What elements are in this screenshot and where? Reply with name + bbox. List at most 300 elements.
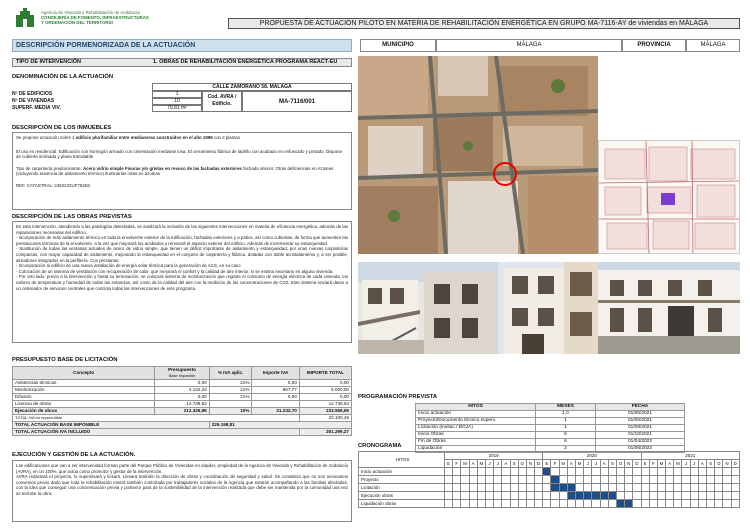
programacion-cell: 01/06/2022 [596,446,685,453]
cronograma-cell [494,476,502,484]
cronograma-cell [682,492,690,500]
budget-cell: 4.132,23 [155,387,210,394]
obras-line: - Colocación de un sistema de ventilación con recuperación de calor, que mejorará el confort y la calidad de aire interior, si se estima necesario en alguna vivienda. [16,268,334,274]
budget-row [13,401,352,408]
provincia-label: PROVINCIA [622,39,686,52]
cronograma-cell [616,476,624,484]
programacion-cell: 01/05/2021 [596,411,685,418]
cronograma-cell [535,476,543,484]
cronograma-cell [510,484,518,492]
cronograma-row-label: Proyecto [359,476,445,484]
programacion-heading: PROGRAMACIÓN PREVISTA [358,394,438,400]
cronograma-cell [453,476,461,484]
cronograma-cell [633,468,641,476]
cronograma-cell [518,476,526,484]
cronograma-cell [461,500,469,508]
cronograma-cell [559,468,567,476]
programacion-table: HITOS MESES FECHA Inicio actuación 1,0 01/05/2021 Proyecto/Documento técnico superv. 1 01/06/2021 Licitación (Invitac./ BOJA) 1 01/08/2021 Inicio Obras 5 01/10/2021 Fin de Obras 6 01/04/2022 Liquidación 2 01/06/2022 [415,403,685,453]
cronograma-row [359,484,740,492]
cronograma-cell [731,468,739,476]
cronograma-heading: CRONOGRAMA [358,443,402,449]
programacion-cell: Inicio Obras [416,432,536,439]
cronograma-month: J [584,460,592,468]
courtyard-photo-image [358,262,498,354]
cronograma-cell [485,500,493,508]
denominacion-heading: DENOMINACIÓN DE LA ACTUACIÓN [12,74,114,80]
cronograma-cell [674,484,682,492]
obras-line: - Incorporación al edificio de una nueva instalación de energía solar térmica para la generación de ACS, en su caso [16,263,241,269]
cod-value: MA-7116/001 [242,91,352,112]
cronograma-cell [633,492,641,500]
budget-obras-row: Ejecución de obras 212.326,95 10% 21.232,70 233.559,65 [13,408,352,415]
cronograma-month: A [666,460,674,468]
cronograma-cell [453,492,461,500]
cronograma-cell [608,476,616,484]
cronograma-cell [715,468,723,476]
cronograma-cell [723,484,731,492]
tipo-label: TIPO DE INTERVENCIÓN [16,59,81,65]
cronograma-month: O [518,460,526,468]
cronograma-cell [584,492,592,500]
cronograma-cell [649,492,657,500]
cronograma-cell [682,468,690,476]
tipo-value: 1. OBRAS DE REHABILITACIÓN ENERGÉTICA PROGRAMA REACT-EU [153,59,338,65]
cronograma-cell [608,500,616,508]
cronograma-cell [526,500,534,508]
cronograma-cell [461,484,469,492]
programacion-cell: 1 [536,425,596,432]
cronograma-cell [485,468,493,476]
municipio-label: MUNICIPIO [360,39,436,52]
budget-cell: 0,00 [299,380,351,387]
cronograma-year-row [359,452,740,460]
cronograma-hitos-label: HITOS [359,452,445,468]
cronograma-cell [616,492,624,500]
cronograma-cell [625,476,633,484]
cronograma-cell [485,484,493,492]
junta-andalucia-logo-icon [12,5,38,31]
cronograma-cell [567,468,575,476]
superficie-value: 79,81 m² [152,105,202,112]
cronograma-month: D [633,460,641,468]
cronograma-row-label: Ejecución obras [359,492,445,500]
budget-cell: Difusión [13,394,155,401]
provincia-value: MÁLAGA [686,39,740,52]
cronograma-cell [584,500,592,508]
cronograma-cell [641,500,649,508]
cronograma-cell [477,492,485,500]
cronograma-cell [633,500,641,508]
cronograma-cell [592,468,600,476]
cronograma-cell [551,492,559,500]
cronograma-cell [469,484,477,492]
programacion-cell: 01/10/2021 [596,432,685,439]
superficie-label: SUPERF. MEDIA VIV. [12,105,61,111]
cronograma-cell [674,476,682,484]
cronograma-row [359,468,740,476]
cronograma-cell [723,500,731,508]
cronograma-cell [698,484,706,492]
cronograma-month: S [510,460,518,468]
page-title: PROPUESTA DE ACTUACIÓN PILOTO EN MATERIA DE REHABILITACIÓN ENERGÉTICA EN GRUPO MA-7116-AY de viviendas en MÁLAGA [228,18,740,29]
cronograma-cell [461,476,469,484]
address: CALLE ZAMORANO 58. MÁLAGA [152,83,352,91]
cronograma-cell [576,476,584,484]
programacion-cell: Liquidación [416,446,536,453]
cronograma-month: M [657,460,665,468]
cronograma-cell [731,500,739,508]
cronograma-cell [543,500,551,508]
programacion-cell: Inicio actuación [416,411,536,418]
cronograma-cell [510,500,518,508]
cronograma-month: J [682,460,690,468]
cronograma-cell [518,484,526,492]
cronograma-cell [657,492,665,500]
cronograma-cell [731,476,739,484]
cronograma-cell [707,468,715,476]
cronograma-cell [535,500,543,508]
cronograma-cell [567,500,575,508]
cronograma-cell [723,468,731,476]
cronograma-cell [625,500,633,508]
cronograma-month: A [600,460,608,468]
cronograma-cell [559,500,567,508]
cronograma-cell [600,492,608,500]
cronograma-cell [445,476,453,484]
cronograma-cell [518,492,526,500]
cronograma-cell [526,468,534,476]
cronograma-cell [576,484,584,492]
street-photo-image [598,262,740,354]
cronograma-cell [666,476,674,484]
cronograma-cell [666,468,674,476]
cronograma-year: 2021 [641,452,740,460]
cronograma-month: J [592,460,600,468]
cronograma-cell [674,500,682,508]
cronograma-cell [690,468,698,476]
budget-cell: 0,00 [299,394,351,401]
cronograma-cell [690,500,698,508]
cronograma-cell [576,492,584,500]
edificios-value: 1 [152,91,202,98]
cronograma-cell [707,492,715,500]
programacion-cell: 1 [536,418,596,425]
cronograma-cell [494,468,502,476]
cronograma-cell [469,468,477,476]
cronograma-cell [674,492,682,500]
cronograma-cell [608,492,616,500]
aerial-photo [358,56,598,254]
cronograma-month: O [616,460,624,468]
cronograma-cell [510,476,518,484]
cronograma-row-label: Licitación [359,484,445,492]
aerial-photo-image [358,56,598,254]
avra-logo [12,5,227,33]
cronograma-cell [485,476,493,484]
cronograma-cell [625,484,633,492]
obras-line: - Por otro lado, previo a la intervención y hasta su terminación, se colocará sistema de monitorización que registre el consumo de energía eléctrica de cada vivienda, los valores de temperatura y humedad de todas las estancias, así como de la calidad del aire con la medición de las concentraciones de CO2. Este sistema enviará datos a un ordenador de servicios centrales que controla todas las intervenciones de este programa. [16,274,348,291]
budget-cell [252,401,299,408]
cronograma-cell [510,492,518,500]
cronograma-cell [477,468,485,476]
tipo-intervencion [12,58,352,67]
cronograma-cell [526,484,534,492]
cronograma-table [358,451,740,508]
cronograma-cell [518,468,526,476]
programacion-row [416,418,685,425]
viviendas-value: 10 [152,98,202,105]
programacion-cell: 6 [536,439,596,446]
cronograma-cell [535,484,543,492]
cronograma-month: M [477,460,485,468]
cronograma-cell [502,468,510,476]
cronograma-year: 2019 [445,452,543,460]
programacion-row [416,432,685,439]
budget-cell: 867,77 [252,387,299,394]
cronograma-cell [698,476,706,484]
cronograma-cell [731,492,739,500]
budget-cell: 21% [209,387,252,394]
cronograma-cell [469,492,477,500]
cronograma-cell [502,484,510,492]
facade-photo-image [498,262,598,354]
viviendas-label: Nº DE VIVIENDAS [12,98,55,104]
cronograma-cell [502,500,510,508]
inmuebles-heading: DESCRIPCIÓN DE LOS INMUEBLES [12,125,112,131]
cronograma-cell [666,500,674,508]
obras-line: - Sustitución de todas las ventanas actuales de acero de vidrio simple, que tienen un déficit importante de aislamiento y estanqueidad, por unas nuevas carpinterías compactas, con mayor capacidad de aislamiento, mejorando la estanqueidad en el conjunto de carpintería y fábrica, dotadas con doble acristalamiento y, a ser posible, aireadores integrados en la perfilería. Con persianas. [16,246,348,263]
cronograma-cell [453,500,461,508]
budget-row [13,394,352,401]
cronograma-cell [543,468,551,476]
cronograma-cell [698,500,706,508]
programacion-row [416,425,685,432]
cronograma-cell [543,492,551,500]
cronograma-cell [715,492,723,500]
cronograma-cell [657,484,665,492]
cronograma-cell [584,468,592,476]
budget-cell: 0,00 [155,394,210,401]
cronograma-year: 2020 [543,452,641,460]
budget-iva-row: TOTAL IVA no repercutible 22.100,46 [13,415,352,422]
budget-cell: 21% [209,380,252,387]
budget-cell: Monitorización [13,387,155,394]
cronograma-cell [600,468,608,476]
cronograma-cell [641,484,649,492]
cronograma-cell [682,484,690,492]
cronograma-cell [592,492,600,500]
cronograma-cell [600,476,608,484]
cronograma-cell [666,492,674,500]
logo-text: Agencia de Vivienda y Rehabilitación de Andalucía CONSEJERÍA DE FOMENTO, INFRAESTRUCTURAS Y ORDENACIÓN DEL TERRITORIO [41,10,149,26]
cronograma-cell [526,476,534,484]
cronograma-cell [600,484,608,492]
cronograma-cell [649,484,657,492]
cronograma-month: E [543,460,551,468]
cronograma-cell [567,484,575,492]
ejecucion-text: Las edificaciones que van a ser intervenidad forman parte del Parque Público de Viviendas en alquiler, propiedad de la Agencia de Vivienda y Rehabilitación de Andalucía (AVRA), en un 100%, que actúa como promotor y gestor de la intervención. AVRA redactará el proyecto, lo supervisará y licitará. Llevara también la dirección de obras y coordinación de seguridad y salud. Se considera que no son necesarios convenios previo dado que toda la rehabilitación estará también controlada por trabajadores sociales de la Agencia que estarán acompañando a las familias afectadas, con la idea que conseguir una concienciación previa y posterior para de la sostenibilidad de la intervención realizada que debe ser mantenida por la comunidad una vez se termine la obra. [12,460,352,522]
cronograma-month: A [502,460,510,468]
cronograma-cell [559,476,567,484]
programacion-cell: 2 [536,446,596,453]
cronograma-cell [608,484,616,492]
budget-table: Concepto Presupuesto Base Imponible % IVA aplic. Importe IVA IMPORTE TOTAL Asistencias técnicas 0,00 21% 0,00 0,00 Monitorización 4.132,23 21% 867,77 5.000,00 Difusión 0,00 21% 0,00 0,00 Licencia de obras 12.739,62 12.739,62 Ejecución de obras 212.326,95 10% 21.232,70 233.559,65 TOTAL IVA no repercutible 22.100,46 TOTAL ACTUACIÓN BASE IMPONIBLE 229.198,81 TOTAL ACTUACIÓN IVA INCLUIDO 251.299,27 [12,366,352,436]
cronograma-cell [608,468,616,476]
budget-cell: 0,00 [155,380,210,387]
cronograma-cell [584,484,592,492]
cronograma-cell [657,476,665,484]
cronograma-cell [657,500,665,508]
cronograma-month: J [690,460,698,468]
cronograma-cell [616,468,624,476]
cronograma-cell [649,500,657,508]
budget-base-row: TOTAL ACTUACIÓN BASE IMPONIBLE 229.198,81 [13,422,352,429]
cronograma-cell [690,476,698,484]
street-photo [598,262,740,354]
cronograma-cell [494,492,502,500]
cronograma-month: N [723,460,731,468]
cronograma-month: M [461,460,469,468]
cronograma-cell [674,468,682,476]
cronograma-cell [707,500,715,508]
cronograma-cell [616,500,624,508]
courtyard-photo [358,262,498,354]
presupuesto-heading: PRESUPUESTO BASE DE LICITACIÓN [12,357,118,363]
cronograma-cell [707,484,715,492]
cronograma-cell [698,468,706,476]
programacion-row [416,439,685,446]
cronograma-cell [731,484,739,492]
cronograma-cell [723,476,731,484]
cronograma-month: N [526,460,534,468]
cronograma-month: E [445,460,453,468]
cronograma-cell [494,500,502,508]
cronograma-cell [477,484,485,492]
cronograma-cell [502,492,510,500]
budget-cell: 21% [209,394,252,401]
cronograma-cell [649,476,657,484]
cronograma-cell [543,484,551,492]
cronograma-cell [576,500,584,508]
cronograma-cell [445,468,453,476]
cronograma-cell [567,492,575,500]
cronograma-month: O [715,460,723,468]
cronograma-cell [682,500,690,508]
cronograma-cell [551,484,559,492]
programacion-row [416,411,685,418]
cronograma-month: F [551,460,559,468]
cronograma-cell [453,484,461,492]
cronograma-cell [469,476,477,484]
cronograma-row-label: Liquidación obras [359,500,445,508]
cronograma-cell [715,500,723,508]
cronograma-cell [477,500,485,508]
cronograma-cell [461,492,469,500]
cronograma-cell [567,476,575,484]
cadastral-map-image [599,141,740,254]
programacion-cell: 1,0 [536,411,596,418]
cadastral-map [598,140,740,254]
obras-line: - Incorporación de más aislamiento térmico en toda la envolvente exterior de la edificación, fachadas exteriores y a patios, así como cubiertas, de forma que aumenten las prestaciones térmicas de la envolvente, a la vez que mejorará los acabados y renovará el aspecto exterior del edificio. Además de incrementar su estanqueidad. [16,235,348,246]
cronograma-cell [535,468,543,476]
cronograma-month: S [608,460,616,468]
cronograma-cell [649,468,657,476]
budget-total-row: TOTAL ACTUACIÓN IVA INCLUIDO 251.299,27 [13,429,352,436]
location-row [360,39,740,52]
cronograma-cell [461,468,469,476]
cronograma-month: D [535,460,543,468]
obras-text [12,221,352,343]
budget-cell: 0,00 [252,380,299,387]
cronograma-cell [469,500,477,508]
cronograma-month: A [698,460,706,468]
programacion-cell: Proyecto/Documento técnico superv. [416,418,536,425]
cronograma-cell [551,500,559,508]
cronograma-month: M [674,460,682,468]
budget-cell: Asistencias técnicas [13,380,155,387]
budget-cell [209,401,252,408]
cronograma-cell [625,468,633,476]
cronograma-cell [592,476,600,484]
cronograma-month: J [485,460,493,468]
cronograma-row [359,492,740,500]
cronograma-cell [666,484,674,492]
cronograma-cell [526,492,534,500]
cronograma-cell [633,476,641,484]
cronograma-cell [518,500,526,508]
cronograma-cell [707,476,715,484]
cronograma-cell [576,468,584,476]
cronograma-month: M [559,460,567,468]
cronograma-cell [625,492,633,500]
cronograma-cell [551,476,559,484]
budget-cell: Licencia de obras [13,401,155,408]
cronograma-cell [715,476,723,484]
cronograma-cell [453,468,461,476]
cronograma-cell [559,492,567,500]
inmuebles-text: Se propone actuación sobre 1 edificio plurifamiliar entre medianeras construidos en el año 1999 con 2 plantas El uso es residencial. Edificación con hormigón armado con cimentación mediante losa. El cerramiento fábrica de ladrillo con acabado en enfoscado y pintado. Dispone de cubierta inclinada y plana transitable Tipo de carpintería predominante: Acero vidrio simple Fisuras y/o grietas en revoco de las fachadas exteriores fachada interior. Otras deficiencias en Azoteas (incluyendo ausencia de aislamiento térmico) Iluminarias rotas en azoteas REF. CATASTRAL: 2452222UF7625S [12,132,352,210]
cronograma-cell [592,484,600,492]
programacion-cell: 01/08/2021 [596,425,685,432]
cronograma-cell [616,484,624,492]
cronograma-row-label: Inicio actuación [359,468,445,476]
cod-label: Cod. AVRA / Edificio. [202,91,242,112]
cronograma-month: J [494,460,502,468]
cronograma-cell [445,492,453,500]
cronograma-cell [723,492,731,500]
budget-row [13,387,352,394]
cronograma-cell [698,492,706,500]
budget-row [13,380,352,387]
cronograma-month: A [469,460,477,468]
edificios-label: Nº DE EDIFICIOS [12,91,53,97]
cronograma-cell [494,484,502,492]
cronograma-month: F [453,460,461,468]
cronograma-cell [445,500,453,508]
section-title: DESCRIPCIÓN PORMENORIZADA DE LA ACTUACIÓN [12,39,352,52]
cronograma-cell [535,492,543,500]
programacion-cell: 5 [536,432,596,439]
cronograma-cell [690,484,698,492]
cronograma-cell [510,468,518,476]
facade-photo [498,262,598,354]
cronograma-month: F [649,460,657,468]
programacion-cell: 01/04/2022 [596,439,685,446]
cronograma-month: D [731,460,739,468]
cronograma-cell [633,484,641,492]
cronograma-cell [584,476,592,484]
ejecucion-heading: EJECUCIÓN Y GESTIÓN DE LA ACTUACIÓN. [12,452,136,458]
